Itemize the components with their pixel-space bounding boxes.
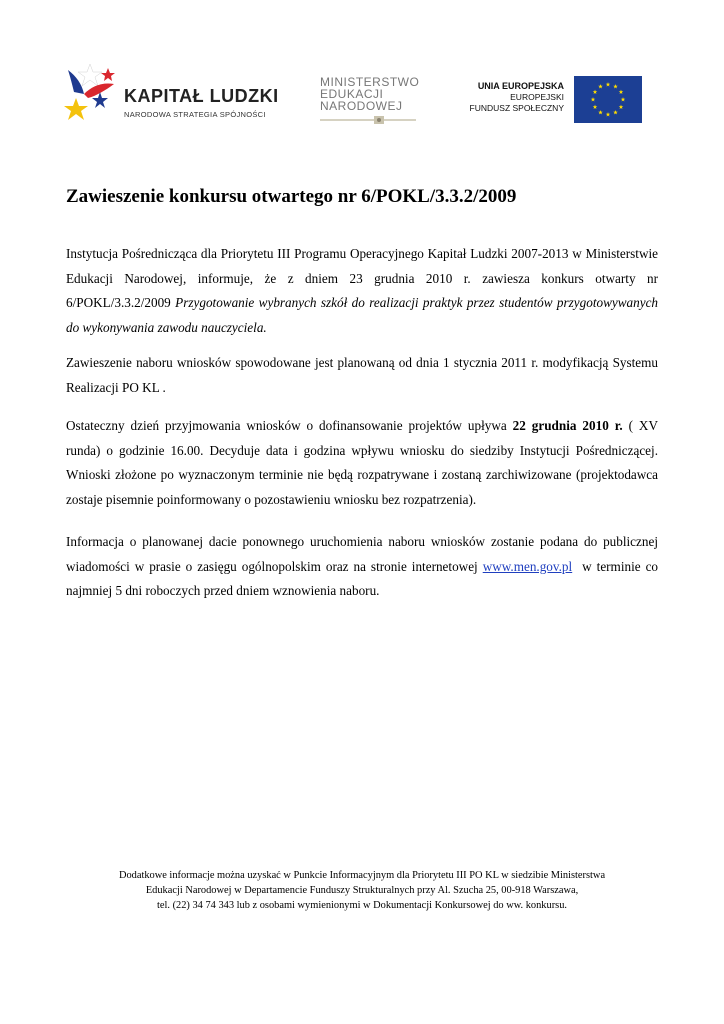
paragraph-4-after: w terminie co najmniej 5 dni roboczych przed dniem wznowienia naboru. bbox=[66, 558, 659, 598]
ue-line-3: FUNDUSZ SPOŁECZNY bbox=[469, 103, 564, 113]
paragraph-4 bbox=[66, 530, 658, 604]
ue-line-1: UNIA EUROPEJSKA bbox=[477, 81, 564, 91]
paragraph-3-before: Ostateczny dzień przyjmowania wniosków o dofinansowanie projektów upływa bbox=[66, 418, 507, 433]
ministerstwo-logo bbox=[320, 76, 430, 136]
footer-line-2: Edukacji Narodowej w Departamencie Funduszy Strukturalnych przy Al. Szucha 25, 00-918 Warszawa, bbox=[145, 885, 579, 896]
eu-flag-icon bbox=[574, 76, 642, 123]
footer-line-1: Dodatkowe informacje można uzyskać w Punkcie Informacyjnym dla Priorytetu III PO KL w siedzibie Ministerstwa bbox=[118, 870, 606, 881]
men-line-1: MINISTERSTWO bbox=[320, 75, 420, 89]
paragraph-2: Zawieszenie naboru wniosków spowodowane jest planowaną od dnia 1 stycznia 2011 r. modyfikacją Systemu Realizacji PO KL . bbox=[66, 355, 658, 395]
kapital-ludzki-stars-icon bbox=[62, 62, 118, 124]
men-line-2: EDUKACJI bbox=[320, 87, 384, 101]
ue-line-2: EUROPEJSKI bbox=[510, 92, 564, 102]
paragraph-3-after: ( XV runda) o godzinie 16.00. Decyduje data i godzina wpływu wniosku do siedziby Instytucji Pośredniczącej. Wnioski złożone po wyznaczonym terminie nie będą rozpatrywane i zostaną zarchiwizowane (projektodawca zostaje pisemnie poinformowany o pozostawieniu wniosku bez rozpatrzenia). bbox=[66, 418, 658, 507]
footer-info bbox=[66, 868, 658, 913]
kapital-ludzki-title: KAPITAŁ LUDZKI bbox=[124, 86, 279, 106]
paragraph-1 bbox=[66, 242, 658, 340]
kapital-ludzki-logo bbox=[62, 58, 292, 130]
paragraph-3 bbox=[66, 414, 658, 512]
men-line-3: NARODOWEJ bbox=[320, 99, 403, 113]
paragraph-1-italic: Przygotowanie wybranych szkół do realizacji praktyk przez studentów przygotowywanych do wykonywania zawodu nauczyciela. bbox=[66, 295, 659, 335]
unia-europejska-logo bbox=[464, 76, 642, 126]
ue-text-block bbox=[470, 81, 564, 114]
page-title: Zawieszenie konkursu otwartego nr 6/POKL/3.3.2/2009 bbox=[66, 186, 517, 207]
footer-line-3: tel. (22) 34 74 343 lub z osobami wymienionymi w Dokumentacji Konkursowej do ww. konkursu. bbox=[157, 900, 567, 911]
logo-header bbox=[62, 58, 662, 138]
men-website-link[interactable]: www.men.gov.pl bbox=[482, 558, 573, 574]
paragraph-3-date: 22 grudnia 2010 r. bbox=[512, 418, 623, 433]
paragraph-1-text: Instytucja Pośrednicząca dla Priorytetu III Programu Operacyjnego Kapitał Ludzki 2007-2013 w Ministerstwie Edukacji Narodowej, informuje, że z dniem 23 grudnia 2010 r. zawiesza konkurs otwarty nr 6/POKL/3.3.2/2009 bbox=[66, 246, 658, 310]
document-body bbox=[66, 242, 658, 615]
men-pencil-decoration-icon bbox=[320, 114, 420, 124]
kapital-ludzki-subtitle: NARODOWA STRATEGIA SPÓJNOŚCI bbox=[124, 110, 266, 119]
paragraph-4-before: Informacja o planowanej dacie ponownego uruchomienia naboru wniosków zostanie podana do publicznej wiadomości w prasie o zasięgu ogólnopolskim oraz na stronie internetowej bbox=[66, 534, 658, 574]
